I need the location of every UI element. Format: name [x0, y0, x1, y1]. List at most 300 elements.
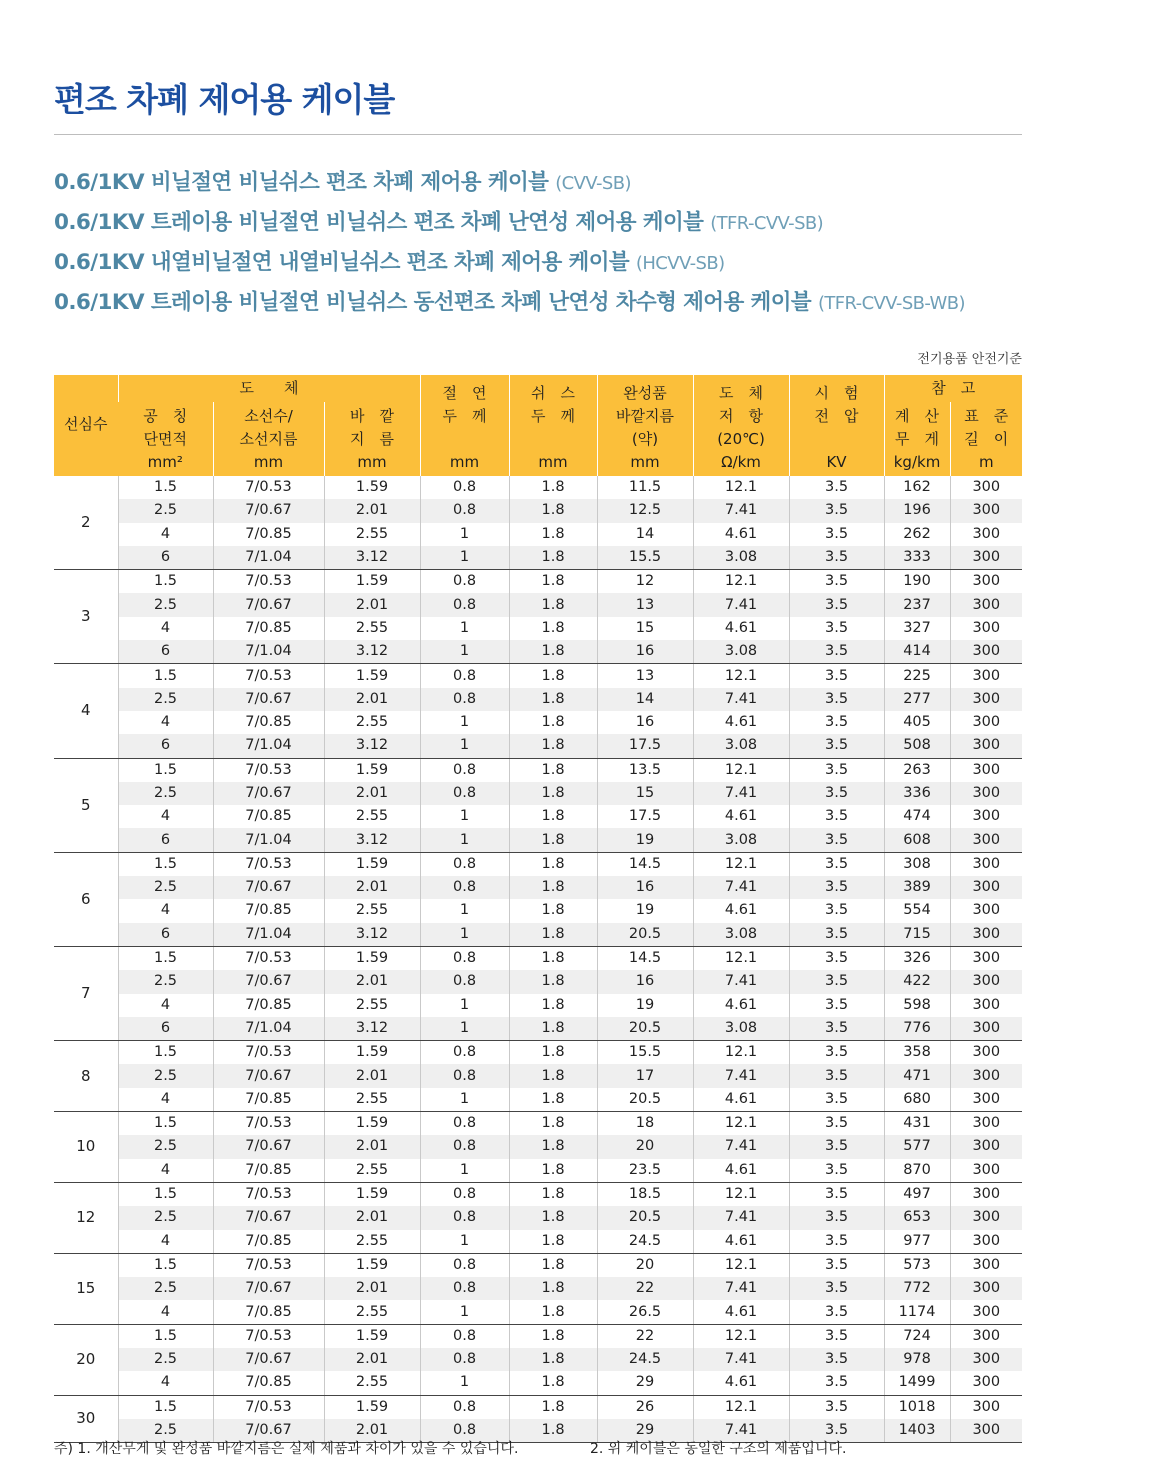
- table-cell: 1.5: [118, 664, 213, 688]
- table-cell: 0.8: [420, 664, 509, 688]
- table-cell: 3.5: [789, 570, 884, 594]
- table-cell: 1.8: [509, 994, 597, 1017]
- table-cell: 300: [950, 711, 1022, 734]
- table-cell: 3.5: [789, 1348, 884, 1371]
- table-cell: 7/0.85: [213, 994, 324, 1017]
- table-cell: 7.41: [693, 593, 789, 616]
- table-cell: 300: [950, 1371, 1022, 1395]
- table-cell: 7/1.04: [213, 546, 324, 570]
- table-cell: 7/0.53: [213, 758, 324, 782]
- table-cell: 7.41: [693, 688, 789, 711]
- table-cell: 1.8: [509, 899, 597, 922]
- table-cell: 422: [884, 970, 950, 993]
- table-cell: 3.5: [789, 1182, 884, 1206]
- table-cell: 1.5: [118, 1112, 213, 1136]
- table-cell: 16: [597, 711, 693, 734]
- table-cell: 608: [884, 828, 950, 852]
- table-cell: 1.8: [509, 852, 597, 876]
- footnote-1: 주) 1. 개산무게 및 완성품 바깥지름은 실제 제품과 차이가 있을 수 있습니다.: [54, 1441, 519, 1457]
- table-cell: 300: [950, 593, 1022, 616]
- table-cell: 1.8: [509, 734, 597, 758]
- cores-cell: 20: [54, 1324, 118, 1395]
- table-cell: 7/0.53: [213, 476, 324, 499]
- table-cell: 2.01: [324, 1348, 420, 1371]
- table-cell: 20.5: [597, 923, 693, 947]
- table-cell: 1: [420, 1017, 509, 1041]
- table-cell: 300: [950, 1230, 1022, 1254]
- table-cell: 300: [950, 499, 1022, 522]
- table-cell: 3.5: [789, 640, 884, 664]
- table-cell: 2.55: [324, 899, 420, 922]
- table-cell: 7/0.67: [213, 970, 324, 993]
- product-subtitles: [54, 166, 1054, 326]
- table-row: [54, 1041, 1022, 1065]
- table-cell: 4: [118, 523, 213, 546]
- table-cell: 24.5: [597, 1230, 693, 1254]
- table-cell: 300: [950, 970, 1022, 993]
- table-cell: 300: [950, 805, 1022, 828]
- subtitle-text: 0.6/1KV 내열비닐절연 내열비닐쉬스 편조 차폐 제어용 케이블: [54, 250, 630, 275]
- subtitle-cvv-sb: [54, 166, 1054, 206]
- table-cell: 300: [950, 1041, 1022, 1065]
- table-cell: 3.5: [789, 1395, 884, 1419]
- cores-cell: 30: [54, 1395, 118, 1443]
- table-cell: 3.08: [693, 828, 789, 852]
- table-cell: 1.8: [509, 1135, 597, 1158]
- table-cell: 17.5: [597, 734, 693, 758]
- table-cell: 29: [597, 1419, 693, 1443]
- table-cell: 3.5: [789, 1371, 884, 1395]
- table-cell: 12.1: [693, 852, 789, 876]
- table-cell: 1.8: [509, 617, 597, 640]
- table-cell: 12.1: [693, 1112, 789, 1136]
- table-cell: 1: [420, 899, 509, 922]
- table-cell: 3.5: [789, 1206, 884, 1229]
- table-cell: 2.5: [118, 688, 213, 711]
- table-cell: 7.41: [693, 970, 789, 993]
- table-cell: 3.5: [789, 523, 884, 546]
- table-row: [54, 782, 1022, 805]
- table-cell: 1.59: [324, 1253, 420, 1277]
- table-cell: 7/0.53: [213, 1112, 324, 1136]
- table-cell: 14.5: [597, 946, 693, 970]
- table-row: [54, 1112, 1022, 1136]
- table-cell: 6: [118, 1017, 213, 1041]
- table-cell: 1.8: [509, 1324, 597, 1348]
- table-cell: 3.5: [789, 1419, 884, 1443]
- table-cell: 3.12: [324, 546, 420, 570]
- table-cell: 3.5: [789, 734, 884, 758]
- spec-table-body: [54, 476, 1022, 1443]
- table-cell: 300: [950, 476, 1022, 499]
- table-cell: 2.5: [118, 499, 213, 522]
- table-row: [54, 1182, 1022, 1206]
- table-cell: 3.12: [324, 828, 420, 852]
- table-cell: 1.8: [509, 1112, 597, 1136]
- table-cell: 26.5: [597, 1300, 693, 1324]
- table-cell: 1.8: [509, 499, 597, 522]
- table-cell: 3.5: [789, 852, 884, 876]
- table-cell: 3.5: [789, 1324, 884, 1348]
- table-cell: 4: [118, 805, 213, 828]
- table-cell: 300: [950, 923, 1022, 947]
- table-cell: 2.5: [118, 1206, 213, 1229]
- table-cell: 0.8: [420, 1277, 509, 1300]
- table-cell: 1.8: [509, 876, 597, 899]
- table-cell: 0.8: [420, 1135, 509, 1158]
- table-cell: 0.8: [420, 1064, 509, 1087]
- table-cell: 336: [884, 782, 950, 805]
- table-cell: 1403: [884, 1419, 950, 1443]
- table-cell: 1.8: [509, 546, 597, 570]
- table-cell: 3.5: [789, 1064, 884, 1087]
- table-cell: 1.8: [509, 593, 597, 616]
- table-cell: 7.41: [693, 1277, 789, 1300]
- table-cell: 3.5: [789, 1277, 884, 1300]
- table-cell: 190: [884, 570, 950, 594]
- table-row: [54, 994, 1022, 1017]
- table-cell: 1: [420, 1159, 509, 1183]
- table-cell: 1.8: [509, 1182, 597, 1206]
- table-cell: 196: [884, 499, 950, 522]
- table-cell: 1.8: [509, 946, 597, 970]
- table-cell: 300: [950, 1159, 1022, 1183]
- table-cell: 3.5: [789, 1088, 884, 1112]
- table-cell: 577: [884, 1135, 950, 1158]
- table-cell: 1.8: [509, 1277, 597, 1300]
- table-cell: 7/0.67: [213, 1419, 324, 1443]
- table-cell: 7/0.85: [213, 523, 324, 546]
- table-cell: 1.5: [118, 852, 213, 876]
- table-row: [54, 1395, 1022, 1419]
- cores-cell: 6: [54, 852, 118, 946]
- table-cell: 3.08: [693, 734, 789, 758]
- header-weight: 계 산 무 게 kg/km: [884, 402, 950, 476]
- table-cell: 22: [597, 1324, 693, 1348]
- table-cell: 1.8: [509, 1159, 597, 1183]
- table-cell: 15.5: [597, 1041, 693, 1065]
- table-cell: 7/0.85: [213, 1230, 324, 1254]
- table-cell: 15: [597, 782, 693, 805]
- table-cell: 414: [884, 640, 950, 664]
- table-cell: 3.5: [789, 1159, 884, 1183]
- table-row: [54, 640, 1022, 664]
- table-cell: 4.61: [693, 711, 789, 734]
- table-cell: 16: [597, 640, 693, 664]
- table-cell: 7/0.67: [213, 782, 324, 805]
- table-cell: 4: [118, 899, 213, 922]
- table-cell: 20.5: [597, 1206, 693, 1229]
- subtitle-code: (TFR-CVV-SB-WB): [817, 293, 965, 314]
- table-cell: 300: [950, 946, 1022, 970]
- table-cell: 0.8: [420, 1253, 509, 1277]
- table-cell: 1.59: [324, 476, 420, 499]
- table-row: [54, 1206, 1022, 1229]
- table-cell: 6: [118, 640, 213, 664]
- table-cell: 7/0.53: [213, 946, 324, 970]
- table-cell: 0.8: [420, 593, 509, 616]
- table-cell: 2.5: [118, 1277, 213, 1300]
- table-cell: 1.5: [118, 570, 213, 594]
- table-cell: 4.61: [693, 899, 789, 922]
- table-cell: 1.59: [324, 1395, 420, 1419]
- table-cell: 18.5: [597, 1182, 693, 1206]
- table-cell: 300: [950, 664, 1022, 688]
- cores-cell: 7: [54, 946, 118, 1040]
- table-cell: 0.8: [420, 570, 509, 594]
- table-cell: 300: [950, 1017, 1022, 1041]
- table-cell: 13: [597, 593, 693, 616]
- table-cell: 0.8: [420, 852, 509, 876]
- table-cell: 1.8: [509, 476, 597, 499]
- table-cell: 300: [950, 1348, 1022, 1371]
- table-cell: 3.5: [789, 688, 884, 711]
- table-cell: 4.61: [693, 1159, 789, 1183]
- standard-note: 전기용품 안전기준: [917, 352, 1022, 367]
- table-row: [54, 688, 1022, 711]
- table-cell: 20.5: [597, 1088, 693, 1112]
- table-cell: 7/0.67: [213, 499, 324, 522]
- table-cell: 3.5: [789, 664, 884, 688]
- table-cell: 12.1: [693, 946, 789, 970]
- table-cell: 1.8: [509, 1348, 597, 1371]
- table-cell: 300: [950, 758, 1022, 782]
- table-cell: 16: [597, 876, 693, 899]
- table-cell: 300: [950, 688, 1022, 711]
- table-cell: 7/0.67: [213, 1206, 324, 1229]
- table-row: [54, 1324, 1022, 1348]
- table-cell: 2.01: [324, 688, 420, 711]
- table-cell: 0.8: [420, 1395, 509, 1419]
- table-cell: 715: [884, 923, 950, 947]
- table-cell: 7/0.85: [213, 1371, 324, 1395]
- table-cell: 0.8: [420, 688, 509, 711]
- table-cell: 7/0.67: [213, 1348, 324, 1371]
- table-cell: 20: [597, 1253, 693, 1277]
- table-cell: 277: [884, 688, 950, 711]
- table-cell: 12.1: [693, 1324, 789, 1348]
- table-cell: 7/1.04: [213, 734, 324, 758]
- table-cell: 431: [884, 1112, 950, 1136]
- table-cell: 3.5: [789, 758, 884, 782]
- table-cell: 2.01: [324, 1277, 420, 1300]
- table-cell: 7/0.85: [213, 711, 324, 734]
- cores-cell: 15: [54, 1253, 118, 1324]
- table-row: [54, 664, 1022, 688]
- table-cell: 3.5: [789, 711, 884, 734]
- table-cell: 4.61: [693, 617, 789, 640]
- table-cell: 1.8: [509, 640, 597, 664]
- table-cell: 0.8: [420, 1206, 509, 1229]
- table-cell: 2.55: [324, 1371, 420, 1395]
- table-cell: 3.5: [789, 1135, 884, 1158]
- table-cell: 1.8: [509, 1088, 597, 1112]
- table-cell: 3.5: [789, 1230, 884, 1254]
- subtitle-hcvv-sb: [54, 246, 1054, 286]
- table-cell: 1.59: [324, 664, 420, 688]
- table-cell: 0.8: [420, 1348, 509, 1371]
- table-cell: 7/0.53: [213, 1041, 324, 1065]
- table-cell: 653: [884, 1206, 950, 1229]
- cores-cell: 4: [54, 664, 118, 758]
- table-cell: 300: [950, 1300, 1022, 1324]
- table-cell: 0.8: [420, 1112, 509, 1136]
- table-cell: 300: [950, 617, 1022, 640]
- table-cell: 3.5: [789, 923, 884, 947]
- table-cell: 1.8: [509, 923, 597, 947]
- table-cell: 326: [884, 946, 950, 970]
- table-cell: 2.5: [118, 1135, 213, 1158]
- table-cell: 12.1: [693, 476, 789, 499]
- table-cell: 7/0.85: [213, 1088, 324, 1112]
- table-row: [54, 758, 1022, 782]
- table-cell: 508: [884, 734, 950, 758]
- table-cell: 2.01: [324, 1419, 420, 1443]
- table-cell: 237: [884, 593, 950, 616]
- table-row: [54, 805, 1022, 828]
- table-cell: 0.8: [420, 1419, 509, 1443]
- table-cell: 978: [884, 1348, 950, 1371]
- subtitle-tfr-cvv-sb: [54, 206, 1054, 246]
- table-cell: 12.1: [693, 1253, 789, 1277]
- subtitle-code: (HCVV-SB): [635, 253, 725, 274]
- table-row: [54, 523, 1022, 546]
- table-cell: 12.1: [693, 664, 789, 688]
- table-cell: 6: [118, 546, 213, 570]
- cores-cell: 5: [54, 758, 118, 852]
- table-cell: 14: [597, 523, 693, 546]
- subtitle-code: (TFR-CVV-SB): [710, 213, 824, 234]
- table-cell: 1.59: [324, 1324, 420, 1348]
- table-cell: 2.5: [118, 876, 213, 899]
- table-row: [54, 593, 1022, 616]
- table-cell: 7/1.04: [213, 1017, 324, 1041]
- table-row: [54, 852, 1022, 876]
- table-cell: 1.59: [324, 1112, 420, 1136]
- table-cell: 300: [950, 523, 1022, 546]
- table-cell: 263: [884, 758, 950, 782]
- header-reference-group: 참 고: [884, 375, 1022, 402]
- table-cell: 300: [950, 994, 1022, 1017]
- table-cell: 15.5: [597, 546, 693, 570]
- table-cell: 300: [950, 1253, 1022, 1277]
- table-cell: 2.55: [324, 1159, 420, 1183]
- table-cell: 1.8: [509, 782, 597, 805]
- table-cell: 3.5: [789, 546, 884, 570]
- table-cell: 1.8: [509, 805, 597, 828]
- subtitle-text: 0.6/1KV 트레이용 비닐절연 비닐쉬스 동선편조 차폐 난연성 차수형 제어용 케이블: [54, 290, 812, 315]
- table-cell: 22: [597, 1277, 693, 1300]
- table-cell: 1.8: [509, 1017, 597, 1041]
- table-cell: 1.59: [324, 570, 420, 594]
- table-cell: 7/0.53: [213, 570, 324, 594]
- table-cell: 1: [420, 1088, 509, 1112]
- table-cell: 2.55: [324, 617, 420, 640]
- table-cell: 1.8: [509, 688, 597, 711]
- table-cell: 7/0.67: [213, 688, 324, 711]
- spec-table: [54, 375, 1022, 1443]
- table-cell: 3.12: [324, 923, 420, 947]
- table-cell: 4.61: [693, 994, 789, 1017]
- title-divider: [54, 134, 1022, 135]
- table-cell: 3.5: [789, 970, 884, 993]
- table-cell: 4: [118, 1159, 213, 1183]
- table-cell: 2.55: [324, 1300, 420, 1324]
- table-cell: 776: [884, 1017, 950, 1041]
- table-cell: 300: [950, 1395, 1022, 1419]
- table-row: [54, 1064, 1022, 1087]
- table-cell: 1.59: [324, 1041, 420, 1065]
- subtitle-code: (CVV-SB): [555, 173, 631, 194]
- table-cell: 2.01: [324, 970, 420, 993]
- table-cell: 3.5: [789, 899, 884, 922]
- table-cell: 7.41: [693, 1206, 789, 1229]
- table-cell: 4: [118, 1300, 213, 1324]
- table-cell: 3.5: [789, 1300, 884, 1324]
- table-cell: 20.5: [597, 1017, 693, 1041]
- table-cell: 19: [597, 899, 693, 922]
- table-cell: 4: [118, 711, 213, 734]
- table-cell: 2.01: [324, 1135, 420, 1158]
- table-cell: 7/0.67: [213, 1277, 324, 1300]
- table-cell: 2.55: [324, 711, 420, 734]
- header-sheath: 쉬 스 두 께 mm: [509, 375, 597, 476]
- header-strands: 소선수/ 소선지름 mm: [213, 402, 324, 476]
- table-cell: 1: [420, 1230, 509, 1254]
- header-nominal-area: 공 칭 단면적 mm²: [118, 402, 213, 476]
- table-cell: 300: [950, 828, 1022, 852]
- table-cell: 29: [597, 1371, 693, 1395]
- table-cell: 3.5: [789, 617, 884, 640]
- table-cell: 3.5: [789, 946, 884, 970]
- header-conductor-group: 도 체: [118, 375, 420, 402]
- table-cell: 680: [884, 1088, 950, 1112]
- table-cell: 2.01: [324, 876, 420, 899]
- table-cell: 4.61: [693, 805, 789, 828]
- table-row: [54, 1348, 1022, 1371]
- table-cell: 6: [118, 828, 213, 852]
- table-cell: 870: [884, 1159, 950, 1183]
- table-cell: 1.8: [509, 1064, 597, 1087]
- table-cell: 3.08: [693, 923, 789, 947]
- table-row: [54, 1017, 1022, 1041]
- table-cell: 2.5: [118, 1419, 213, 1443]
- table-cell: 4.61: [693, 1088, 789, 1112]
- table-cell: 2.55: [324, 523, 420, 546]
- table-cell: 2.01: [324, 782, 420, 805]
- table-cell: 3.12: [324, 640, 420, 664]
- table-cell: 573: [884, 1253, 950, 1277]
- page-title: 편조 차폐 제어용 케이블: [54, 80, 395, 119]
- table-cell: 4.61: [693, 1300, 789, 1324]
- table-cell: 2.01: [324, 1064, 420, 1087]
- table-cell: 7/0.85: [213, 805, 324, 828]
- cores-cell: 3: [54, 570, 118, 664]
- footnote-2: 2. 위 케이블은 동일한 구조의 제품입니다.: [590, 1441, 847, 1457]
- header-length: 표 준 길 이 m: [950, 402, 1022, 476]
- table-cell: 7/0.53: [213, 1253, 324, 1277]
- table-cell: 12: [597, 570, 693, 594]
- table-cell: 3.5: [789, 1017, 884, 1041]
- table-cell: 1.5: [118, 1395, 213, 1419]
- table-cell: 7/0.67: [213, 593, 324, 616]
- table-cell: 23.5: [597, 1159, 693, 1183]
- table-cell: 7/0.67: [213, 876, 324, 899]
- table-cell: 1: [420, 1300, 509, 1324]
- table-cell: 7/1.04: [213, 640, 324, 664]
- table-cell: 6: [118, 923, 213, 947]
- table-cell: 1.5: [118, 1182, 213, 1206]
